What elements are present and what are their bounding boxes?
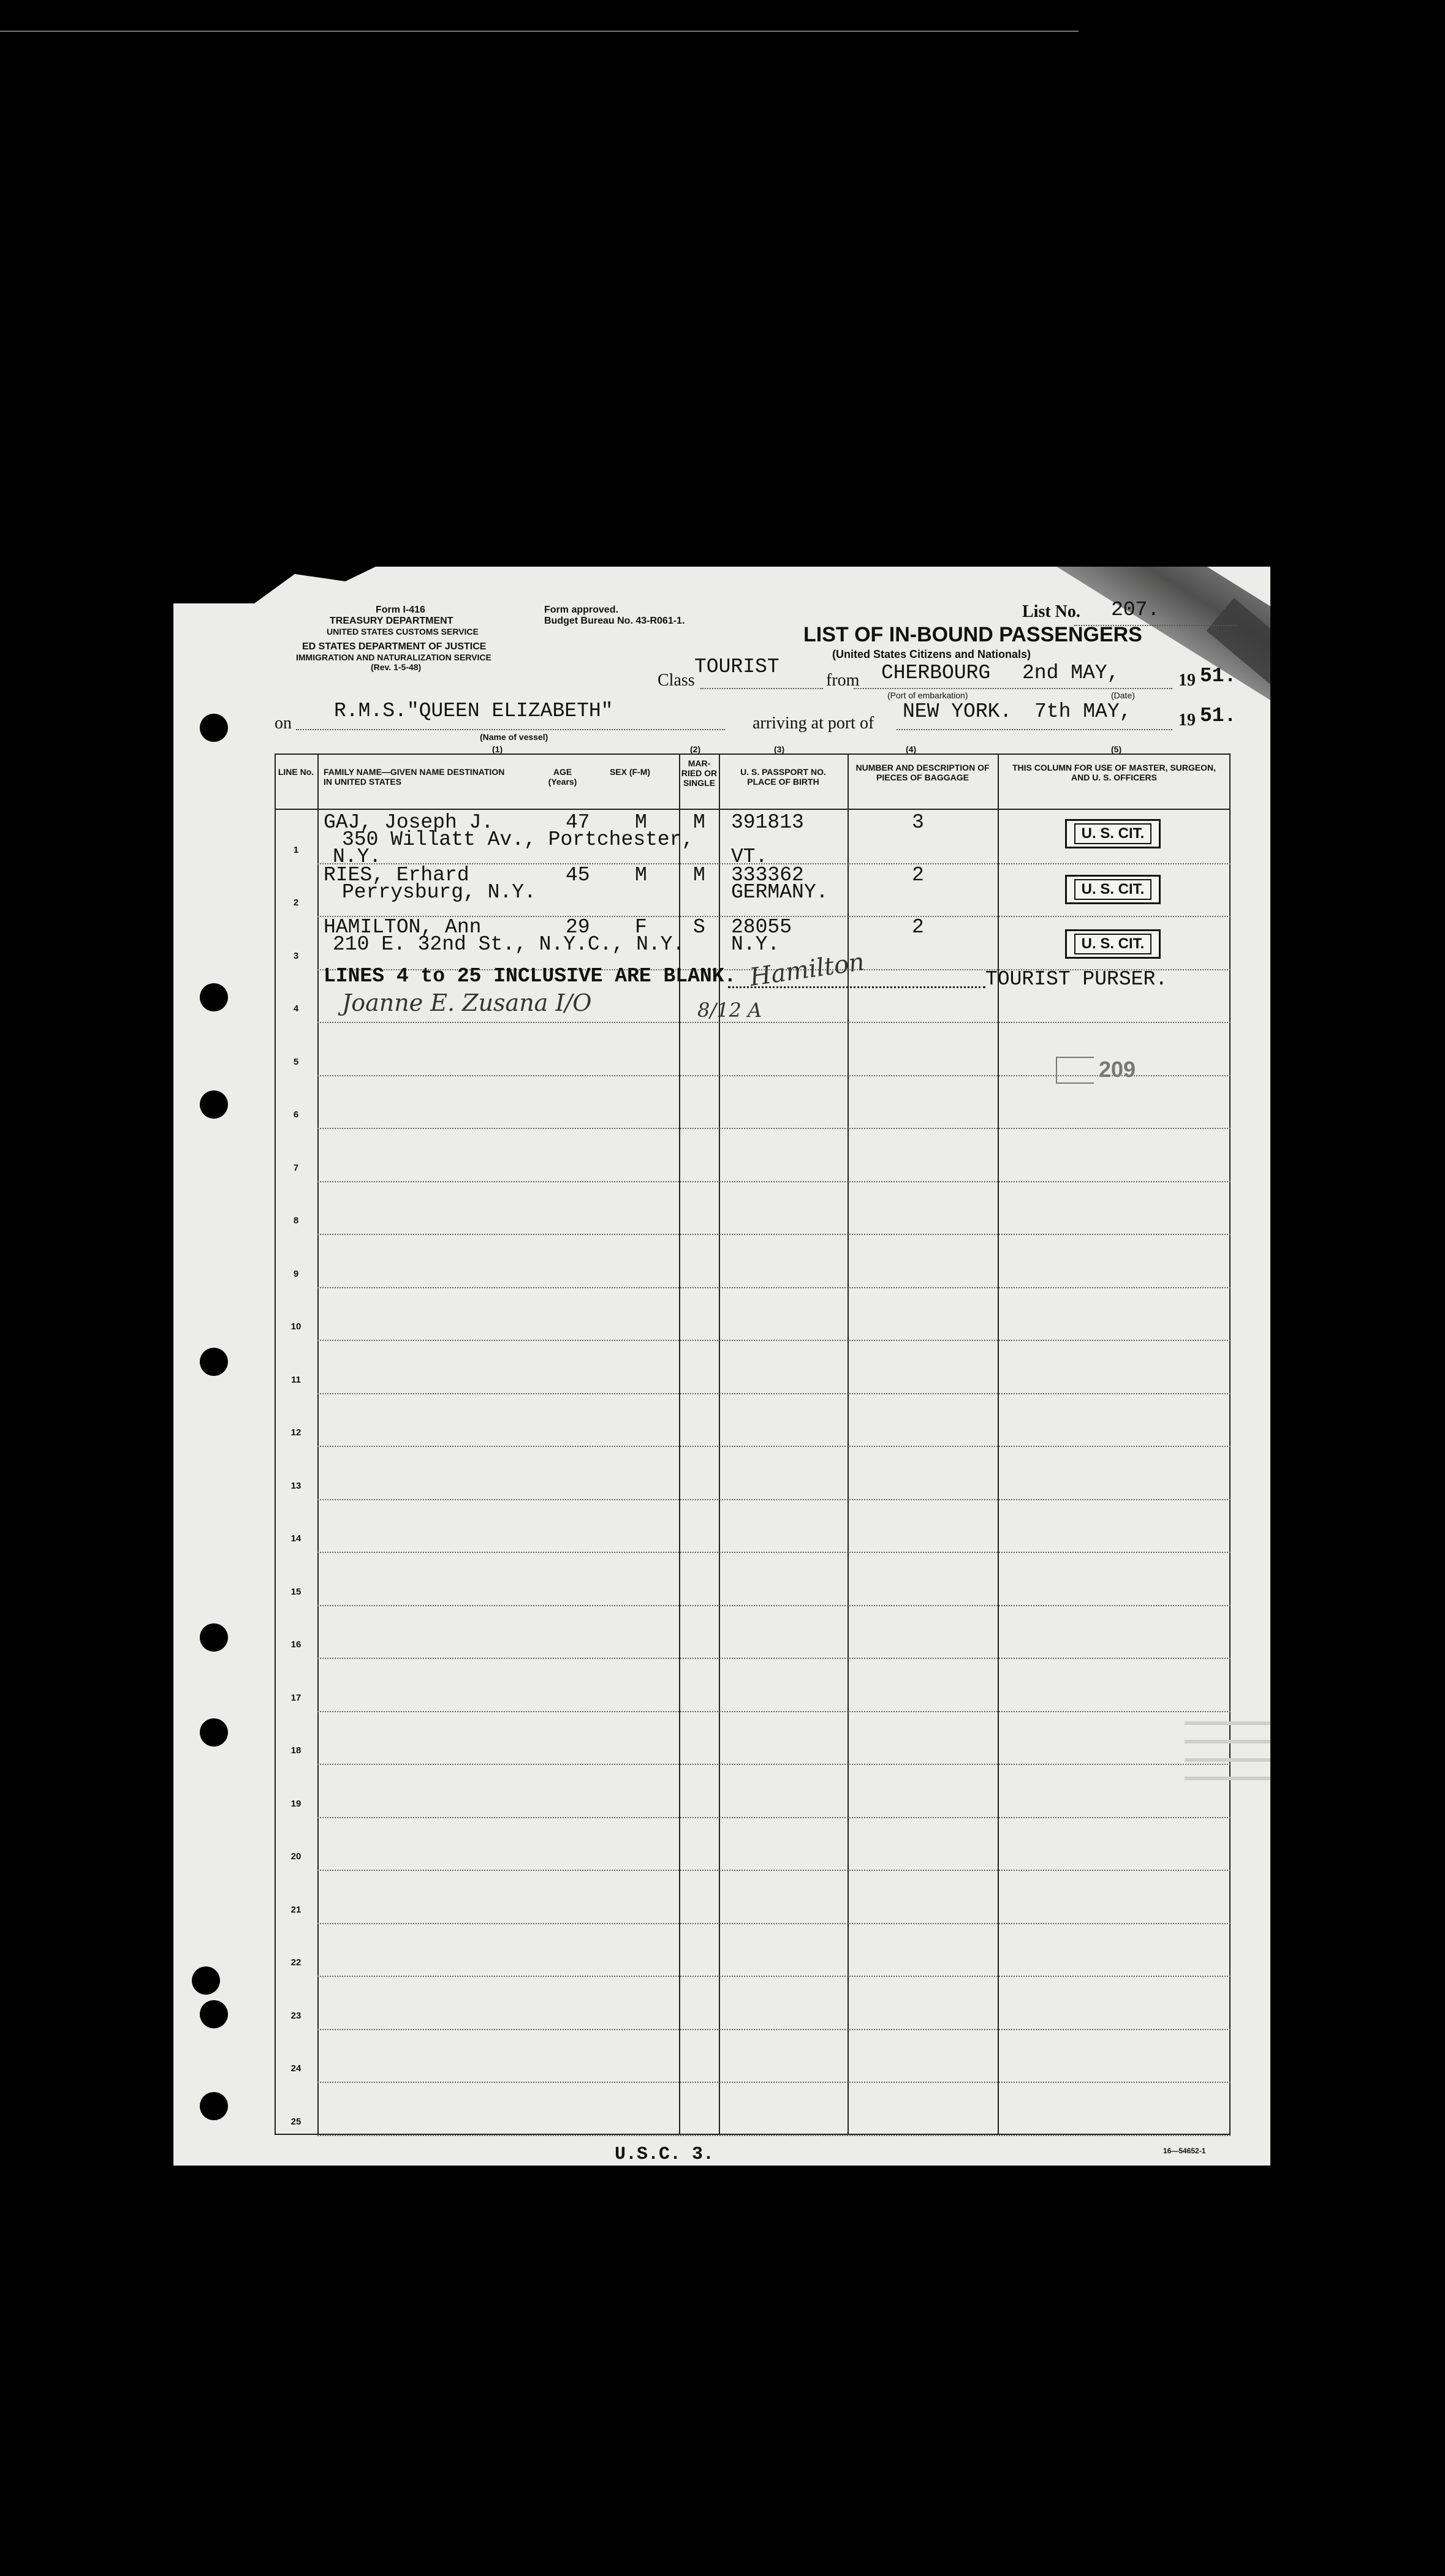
vessel-underline — [296, 729, 725, 730]
binder-hole — [200, 714, 228, 742]
from-underline — [854, 688, 1172, 689]
arrival-port: NEW YORK. — [903, 700, 1012, 723]
arrival-year-prefix: 19 — [1178, 711, 1196, 730]
row-rule — [317, 2029, 1231, 2030]
vessel-label: (Name of vessel) — [480, 732, 548, 742]
row-rule — [317, 2082, 1231, 2083]
line-number: 5 — [293, 1056, 299, 1067]
col-header-baggage: NUMBER AND DESCRIPTION OF PIECES OF BAGGAGE — [855, 763, 990, 782]
arriving-label: arriving at port of — [753, 714, 874, 733]
budget-bureau: Budget Bureau No. 43-R061-1. — [544, 616, 685, 626]
col-divider — [719, 754, 720, 2135]
form-approved: Form approved. — [544, 605, 618, 615]
row-rule — [317, 1181, 1231, 1182]
col-divider — [679, 754, 680, 2135]
line-number: 14 — [290, 1533, 302, 1544]
binder-hole — [200, 1623, 228, 1652]
row-rule — [317, 1499, 1231, 1500]
line-number: 3 — [293, 950, 299, 961]
line-number: 1 — [293, 844, 299, 855]
passenger-3-address: 210 E. 32nd St., N.Y.C., N.Y. — [333, 933, 685, 956]
line-number: 2 — [293, 897, 299, 908]
line-number: 20 — [290, 1851, 302, 1862]
bleed-through — [1185, 1758, 1270, 1762]
passenger-3-name: HAMILTON, Ann — [324, 916, 482, 939]
row-rule — [317, 1552, 1231, 1553]
row-rule — [317, 1340, 1231, 1341]
arrival-underline — [897, 729, 1172, 730]
passenger-1-name: GAJ, Joseph J. — [324, 811, 494, 834]
binder-hole — [200, 2092, 228, 2120]
vessel-name: R.M.S."QUEEN ELIZABETH" — [334, 700, 613, 722]
treasury-dept: TREASURY DEPARTMENT — [330, 616, 453, 626]
date-label: (Date) — [1111, 690, 1135, 700]
us-cit-stamp-3: U. S. CIT. — [1065, 929, 1161, 959]
row-rule — [317, 1287, 1231, 1288]
faint-stamp-number: 209 — [1099, 1057, 1136, 1082]
arrival-date: 7th MAY, — [1034, 700, 1132, 723]
revision-date: (Rev. 1-5-48) — [371, 662, 422, 672]
bleed-through — [1185, 1721, 1270, 1725]
col-num-3: (3) — [774, 744, 785, 754]
col-divider — [998, 754, 999, 2135]
customs-service: UNITED STATES CUSTOMS SERVICE — [327, 627, 479, 636]
col-num-5: (5) — [1111, 744, 1122, 754]
passenger-3-birthplace: N.Y. — [731, 933, 780, 956]
col-num-4: (4) — [906, 744, 917, 754]
header-rule — [275, 809, 1231, 810]
passenger-2-marital: M — [693, 864, 705, 886]
line-number: 23 — [290, 2010, 302, 2021]
row-rule — [317, 1658, 1231, 1659]
line-number: 10 — [290, 1321, 302, 1332]
row-rule — [317, 1605, 1231, 1606]
col-num-1: (1) — [492, 744, 503, 754]
line-number: 12 — [290, 1427, 302, 1438]
passenger-3-age: 29 — [566, 916, 590, 939]
row-rule — [317, 2135, 1231, 2136]
row-rule — [317, 1128, 1231, 1129]
purser-title: TOURIST PURSER. — [985, 968, 1168, 991]
passenger-table — [275, 754, 1231, 2135]
passenger-1-sex: M — [635, 811, 647, 834]
line-number: 8 — [293, 1215, 299, 1226]
line-number: 7 — [293, 1162, 299, 1173]
list-no-value: 207. — [1111, 599, 1160, 621]
row-rule — [317, 1446, 1231, 1447]
line-number: 11 — [291, 1374, 301, 1385]
table-border — [275, 754, 1231, 2135]
manifest-page — [173, 567, 1270, 2166]
binder-hole — [200, 2000, 228, 2028]
us-cit-stamp-1: U. S. CIT. — [1065, 819, 1161, 848]
row-rule — [317, 1870, 1231, 1871]
scan-border-line — [0, 31, 1079, 32]
col-header-name: FAMILY NAME—GIVEN NAME DESTINATION IN UNITED STATES — [324, 767, 505, 787]
class-value: TOURIST — [694, 655, 779, 678]
passenger-2-address: Perrysburg, N.Y. — [342, 881, 536, 904]
list-subtitle: (United States Citizens and Nationals) — [832, 648, 1031, 660]
line-number: 18 — [290, 1745, 302, 1756]
bleed-through — [1185, 1740, 1270, 1743]
passenger-2-birthplace: GERMANY. — [731, 881, 829, 904]
passenger-1-address: 350 Willatt Av., Portchester, — [342, 828, 694, 851]
passenger-2-passport: 333362 — [731, 864, 804, 886]
embark-port: CHERBOURG — [881, 662, 991, 684]
col-header-sex: SEX (F-M) — [609, 767, 651, 777]
us-cit-stamp-2: U. S. CIT. — [1065, 875, 1161, 904]
justice-dept: ED STATES DEPARTMENT OF JUSTICE — [302, 641, 487, 652]
passenger-1-passport: 391813 — [731, 811, 804, 834]
col-num-2: (2) — [690, 744, 701, 754]
immigration-service: IMMIGRATION AND NATURALIZATION SERVICE — [296, 652, 491, 662]
line-number: 15 — [290, 1586, 302, 1597]
passenger-2-name: RIES, Erhard — [324, 864, 469, 886]
list-no-label: List No. — [1022, 602, 1080, 621]
embark-year-prefix: 19 — [1178, 671, 1196, 690]
from-label: from — [826, 671, 860, 690]
passenger-2-age: 45 — [566, 864, 590, 886]
row-rule — [317, 1393, 1231, 1394]
row-rule — [317, 1711, 1231, 1712]
list-title: LIST OF IN-BOUND PASSENGERS — [803, 623, 1142, 646]
form-number: Form I-416 — [376, 605, 425, 615]
line-number: 24 — [290, 2063, 302, 2074]
passenger-1-age: 47 — [566, 811, 590, 834]
passenger-3-marital: S — [693, 916, 705, 939]
row-rule — [317, 1234, 1231, 1235]
passenger-2-sex: M — [635, 864, 647, 886]
port-embark-label: (Port of embarkation) — [887, 690, 968, 700]
row-rule — [317, 1976, 1231, 1977]
line-number: 21 — [290, 1904, 302, 1915]
row-rule — [317, 1923, 1231, 1924]
class-label: Class — [658, 671, 695, 690]
blank-lines-note: LINES 4 to 25 INCLUSIVE ARE BLANK. — [324, 965, 737, 988]
line-number: 16 — [290, 1639, 302, 1650]
passenger-1-baggage: 3 — [912, 811, 924, 834]
binder-hole — [200, 1718, 228, 1747]
binder-hole — [192, 1966, 220, 1995]
line-number: 22 — [290, 1957, 302, 1968]
passenger-3-baggage: 2 — [912, 916, 924, 939]
faint-stamp-box — [1056, 1057, 1094, 1084]
passenger-3-sex: F — [635, 916, 647, 939]
line-number: 25 — [290, 2116, 302, 2127]
line-number: 6 — [293, 1109, 299, 1120]
line-number: 9 — [293, 1268, 299, 1279]
handwritten-date: 8/12 A — [697, 999, 762, 1022]
on-label: on — [275, 714, 292, 733]
purser-signature: Hamilton — [748, 948, 867, 992]
line-number: 4 — [293, 1003, 299, 1014]
arrival-year: 51. — [1200, 704, 1237, 727]
bleed-through — [1185, 1777, 1270, 1780]
col-header-age: AGE (Years) — [548, 767, 577, 787]
col-header-line: LINE No. — [278, 767, 314, 777]
torn-corner — [173, 567, 376, 603]
row-rule — [317, 1764, 1231, 1765]
passenger-1-address2: N.Y. — [333, 845, 382, 868]
passenger-1-marital: M — [693, 811, 705, 834]
row-rule — [317, 1022, 1231, 1023]
binder-hole — [200, 983, 228, 1011]
binder-hole — [200, 1348, 228, 1376]
passenger-1-birthplace: VT. — [731, 845, 768, 868]
binder-hole — [200, 1090, 228, 1119]
col-header-officers: THIS COLUMN FOR USE OF MASTER, SURGEON, AND U. S. OFFICERS — [1012, 763, 1216, 782]
row-rule — [317, 1817, 1231, 1818]
col-header-passport: U. S. PASSPORT NO. PLACE OF BIRTH — [740, 767, 826, 787]
line-number: 13 — [290, 1480, 302, 1491]
line-number: 19 — [290, 1798, 302, 1809]
passenger-2-baggage: 2 — [912, 864, 924, 886]
passenger-3-passport: 28055 — [731, 916, 792, 939]
print-code: 16—54652-1 — [1163, 2147, 1206, 2155]
embark-year: 51. — [1200, 665, 1237, 687]
usc-code: U.S.C. 3. — [615, 2144, 715, 2165]
class-underline — [700, 688, 823, 689]
officer-handwriting: Joanne E. Zusana I/O — [342, 989, 592, 1016]
col-divider — [317, 754, 319, 2135]
embark-date: 2nd MAY, — [1022, 662, 1120, 684]
col-header-married: MAR-RIED OR SINGLE — [681, 758, 718, 788]
line-number: 17 — [290, 1692, 302, 1703]
